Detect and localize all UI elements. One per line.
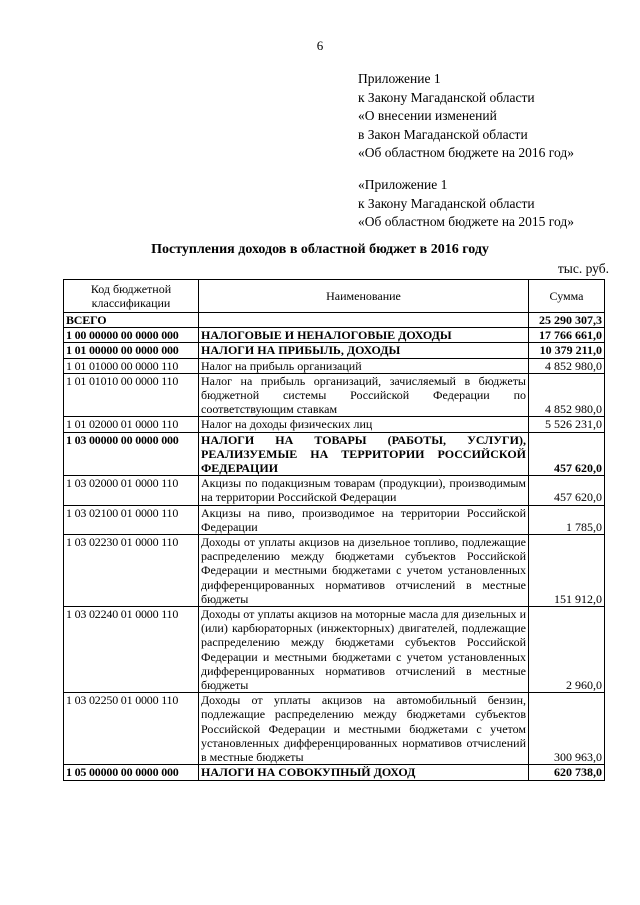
annex-original-line: «Об областном бюджете на 2015 год» — [358, 214, 574, 229]
header-name: Наименование — [199, 280, 529, 313]
table-row — [64, 343, 605, 358]
page-number: 6 — [316, 38, 324, 53]
row-sum: 1 785,0 — [529, 505, 605, 534]
annex-header-line: к Закону Магаданской области — [358, 89, 535, 105]
row-sum: 2 960,0 — [529, 607, 605, 693]
annex-header-line: «Об областном бюджете на 2016 год» — [358, 145, 574, 160]
table-row — [64, 476, 605, 505]
table-row — [64, 693, 605, 765]
table-row — [64, 607, 605, 693]
row-name: НАЛОГОВЫЕ И НЕНАЛОГОВЫЕ ДОХОДЫ — [199, 328, 529, 343]
header-code: Код бюджетной классификации — [64, 280, 199, 313]
row-sum: 4 852 980,0 — [529, 358, 605, 373]
row-code: ВСЕГО — [64, 313, 199, 328]
table-row — [64, 358, 605, 373]
row-code: 1 03 02230 01 0000 110 — [64, 535, 199, 607]
table-row — [64, 432, 605, 476]
annex-original — [358, 176, 574, 232]
row-name: Налог на доходы физических лиц — [199, 417, 529, 432]
header-sum: Сумма — [529, 280, 605, 313]
row-code: 1 03 02100 01 0000 110 — [64, 505, 199, 534]
row-code: 1 03 02240 01 0000 110 — [64, 607, 199, 693]
table-row — [64, 535, 605, 607]
document-title: Поступления доходов в областной бюджет в 2016 году — [151, 242, 489, 257]
annex-header — [358, 70, 574, 163]
row-sum: 17 766 661,0 — [529, 328, 605, 343]
table-row — [64, 328, 605, 343]
row-name: Доходы от уплаты акцизов на моторные масла для дизельных и (или) карбюраторных (инжекторных) двигателей, подлежащие распределению между бюджетами субъектов Российской Федерации и местными бюджетами с учетом установленных дифференцированных нормативов отчислений в местные бюджеты — [199, 607, 529, 693]
row-name: Акцизы на пиво, производимое на территории Российской Федерации — [199, 505, 529, 534]
row-name: НАЛОГИ НА ТОВАРЫ (РАБОТЫ, УСЛУГИ), РЕАЛИЗУЕМЫЕ НА ТЕРРИТОРИИ РОССИЙСКОЙ ФЕДЕРАЦИИ — [199, 432, 529, 476]
row-code: 1 01 01010 00 0000 110 — [64, 373, 199, 417]
row-code: 1 03 02000 01 0000 110 — [64, 476, 199, 505]
annex-header-line: «О внесении изменений — [358, 108, 497, 123]
row-name: Доходы от уплаты акцизов на автомобильный бензин, подлежащие распределению между бюджетами субъектов Российской Федерации и местными бюджетами с учетом установленных дифференцированных нормативов отчислений в местные бюджеты — [199, 693, 529, 765]
row-name — [199, 313, 529, 328]
row-sum: 4 852 980,0 — [529, 373, 605, 417]
table-row — [64, 765, 605, 780]
table-row — [64, 417, 605, 432]
row-code: 1 05 00000 00 0000 000 — [64, 765, 199, 780]
row-name: Налог на прибыль организаций — [199, 358, 529, 373]
row-name: Налог на прибыль организаций, зачисляемый в бюджеты бюджетной системы Российской Федерации по соответствующим ставкам — [199, 373, 529, 417]
revenue-table — [63, 279, 605, 781]
annex-original-line: к Закону Магаданской области — [358, 195, 535, 211]
row-name: Доходы от уплаты акцизов на дизельное топливо, подлежащие распределению между бюджетами субъектов Российской Федерации и местными бюджетами с учетом установленных дифференцированных нормативов отчислений в местные бюджеты — [199, 535, 529, 607]
table-row — [64, 313, 605, 328]
row-sum: 5 526 231,0 — [529, 417, 605, 432]
row-code: 1 01 00000 00 0000 000 — [64, 343, 199, 358]
row-code: 1 00 00000 00 0000 000 — [64, 328, 199, 343]
table-row — [64, 505, 605, 534]
row-sum: 25 290 307,3 — [529, 313, 605, 328]
units-label: тыс. руб. — [557, 261, 609, 276]
row-sum: 10 379 211,0 — [529, 343, 605, 358]
table-header-row — [64, 280, 605, 313]
row-name: НАЛОГИ НА ПРИБЫЛЬ, ДОХОДЫ — [199, 343, 529, 358]
row-code: 1 03 00000 00 0000 000 — [64, 432, 199, 476]
row-sum: 300 963,0 — [529, 693, 605, 765]
row-name: Акцизы по подакцизным товарам (продукции), производимым на территории Российской Федерации — [199, 476, 529, 505]
row-sum: 457 620,0 — [529, 432, 605, 476]
annex-header-line: Приложение 1 — [358, 71, 441, 86]
table-row — [64, 373, 605, 417]
row-sum: 620 738,0 — [529, 765, 605, 780]
row-sum: 151 912,0 — [529, 535, 605, 607]
row-code: 1 01 01000 00 0000 110 — [64, 358, 199, 373]
row-code: 1 03 02250 01 0000 110 — [64, 693, 199, 765]
row-sum: 457 620,0 — [529, 476, 605, 505]
annex-original-line: «Приложение 1 — [358, 177, 448, 192]
row-code: 1 01 02000 01 0000 110 — [64, 417, 199, 432]
row-name: НАЛОГИ НА СОВОКУПНЫЙ ДОХОД — [199, 765, 529, 780]
annex-header-line: в Закон Магаданской области — [358, 126, 528, 142]
